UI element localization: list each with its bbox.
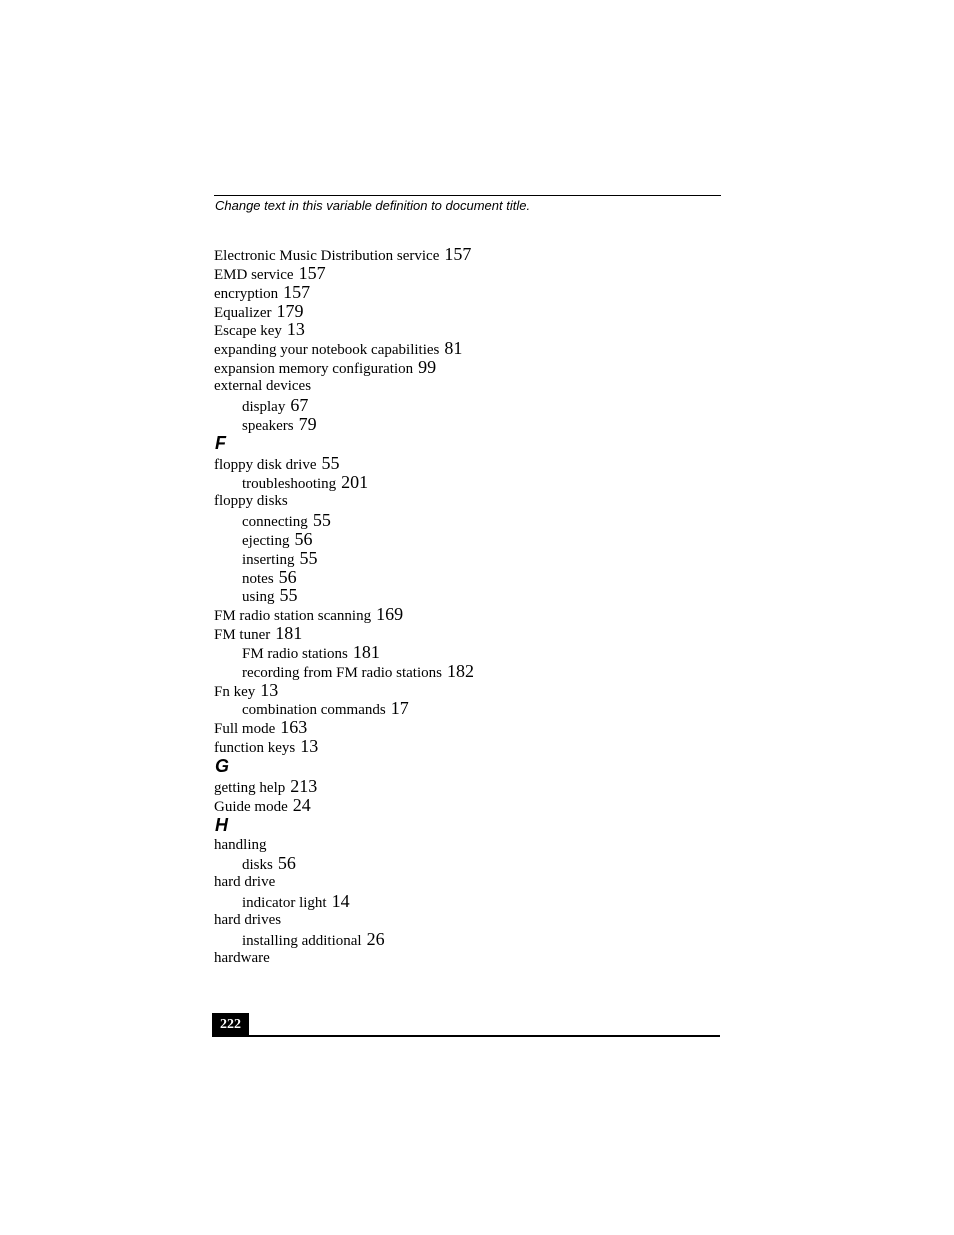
- index-entry: [214, 873, 724, 892]
- index-entry: [214, 949, 724, 968]
- index-term: speakers: [242, 417, 294, 434]
- index-subentry: [214, 643, 724, 662]
- index-page-link[interactable]: 13: [300, 736, 319, 757]
- index-list: [214, 245, 724, 968]
- index-page-link[interactable]: 55: [279, 585, 298, 606]
- index-page-link[interactable]: 99: [418, 357, 437, 378]
- index-page-link[interactable]: 55: [299, 547, 318, 568]
- index-term: Guide mode: [214, 798, 288, 815]
- index-term: floppy disks: [214, 493, 288, 510]
- index-term: Fn key: [214, 683, 256, 700]
- document-title: Change text in this variable definition to document title.: [215, 198, 531, 213]
- index-section-letter: G: [215, 755, 230, 776]
- index-term: Escape key: [214, 323, 282, 340]
- index-page-link[interactable]: 157: [444, 244, 472, 264]
- index-term: connecting: [242, 513, 308, 530]
- index-entry: [214, 264, 724, 283]
- index-page-link[interactable]: 169: [376, 604, 404, 625]
- index-term: disks: [242, 857, 273, 874]
- index-entry: [214, 492, 724, 511]
- index-page-link[interactable]: 81: [444, 338, 463, 359]
- index-entry: [214, 245, 724, 264]
- index-subentry: [214, 662, 724, 681]
- index-term: Full mode: [214, 721, 276, 738]
- index-term: hard drive: [214, 874, 276, 891]
- index-page-link[interactable]: 79: [298, 413, 317, 434]
- index-entry: [214, 605, 724, 624]
- index-subentry: [214, 699, 724, 718]
- index-entry: [214, 339, 724, 358]
- footer-rule: [212, 1035, 720, 1037]
- index-page-link[interactable]: 13: [286, 319, 305, 340]
- index-term: ejecting: [242, 532, 290, 549]
- index-entry: [214, 796, 724, 815]
- index-section-letter: H: [215, 814, 228, 835]
- index-subentry: [214, 415, 724, 434]
- index-subentry: [214, 586, 724, 605]
- index-term: expanding your notebook capabilities: [214, 342, 440, 359]
- index-term: getting help: [214, 779, 286, 796]
- index-page-link[interactable]: 179: [276, 300, 304, 321]
- index-term: external devices: [214, 377, 312, 394]
- index-term: using: [242, 589, 275, 606]
- index-page-link[interactable]: 201: [341, 472, 369, 493]
- index-entry: [214, 777, 724, 796]
- page-number: 222: [212, 1013, 249, 1036]
- index-page-link[interactable]: 56: [294, 528, 313, 549]
- index-page-link[interactable]: 24: [292, 794, 311, 815]
- index-page-link[interactable]: 182: [446, 660, 474, 681]
- index-term: function keys: [214, 740, 296, 757]
- index-page-link[interactable]: 17: [390, 698, 409, 719]
- index-term: floppy disk drive: [214, 457, 317, 474]
- index-subentry: [214, 930, 724, 949]
- index-subentry: [214, 396, 724, 415]
- index-term: expansion memory configuration: [214, 361, 414, 378]
- index-entry: [214, 377, 724, 396]
- index-term: handling: [214, 836, 267, 853]
- index-page-link[interactable]: 13: [260, 679, 279, 700]
- index-subentry: [214, 854, 724, 873]
- index-page-link[interactable]: 213: [290, 775, 318, 796]
- index-term: display: [242, 398, 286, 415]
- index-term: hardware: [214, 949, 270, 966]
- index-term: encryption: [214, 285, 279, 302]
- index-page-link[interactable]: 26: [366, 928, 385, 949]
- index-entry: [214, 737, 724, 756]
- index-term: EMD service: [214, 266, 294, 283]
- index-entry: [214, 302, 724, 321]
- index-term: recording from FM radio stations: [242, 664, 442, 681]
- index-subentry: [214, 549, 724, 568]
- index-page-link[interactable]: 157: [298, 262, 326, 283]
- index-page-link[interactable]: 56: [278, 566, 297, 587]
- index-page-link[interactable]: 181: [275, 623, 303, 644]
- index-term: FM radio stations: [242, 645, 348, 662]
- index-term: FM tuner: [214, 627, 271, 644]
- index-page-link[interactable]: 55: [321, 453, 340, 474]
- index-term: FM radio station scanning: [214, 608, 372, 625]
- header-rule: [214, 195, 721, 196]
- index-term: installing additional: [242, 932, 362, 949]
- index-entry: [214, 320, 724, 339]
- index-page-link[interactable]: 163: [280, 717, 308, 738]
- index-term: Equalizer: [214, 304, 272, 321]
- index-term: troubleshooting: [242, 476, 337, 493]
- index-page-link[interactable]: 14: [331, 891, 350, 912]
- index-page-link[interactable]: 56: [277, 853, 296, 874]
- index-subentry: [214, 511, 724, 530]
- index-entry: [214, 454, 724, 473]
- index-term: indicator light: [242, 895, 327, 912]
- index-subentry: [214, 473, 724, 492]
- index-entry: [214, 358, 724, 377]
- index-term: hard drives: [214, 912, 282, 928]
- index-term: notes: [242, 570, 274, 587]
- index-entry: [214, 836, 724, 855]
- index-term: combination commands: [242, 702, 386, 719]
- index-page-link[interactable]: 181: [352, 641, 380, 662]
- index-term: Electronic Music Distribution service: [214, 248, 440, 264]
- index-subentry: [214, 892, 724, 911]
- index-page-link[interactable]: 67: [290, 394, 309, 415]
- index-entry: [214, 681, 724, 700]
- index-subentry: [214, 568, 724, 587]
- index-subentry: [214, 530, 724, 549]
- index-entry: [214, 624, 724, 643]
- index-term: inserting: [242, 551, 295, 568]
- index-entry: [214, 283, 724, 302]
- index-entry: [214, 718, 724, 737]
- index-entry: [214, 911, 724, 930]
- index-page-link[interactable]: 157: [283, 281, 311, 302]
- index-section-letter: F: [215, 433, 226, 454]
- index-page-link[interactable]: 55: [312, 509, 331, 530]
